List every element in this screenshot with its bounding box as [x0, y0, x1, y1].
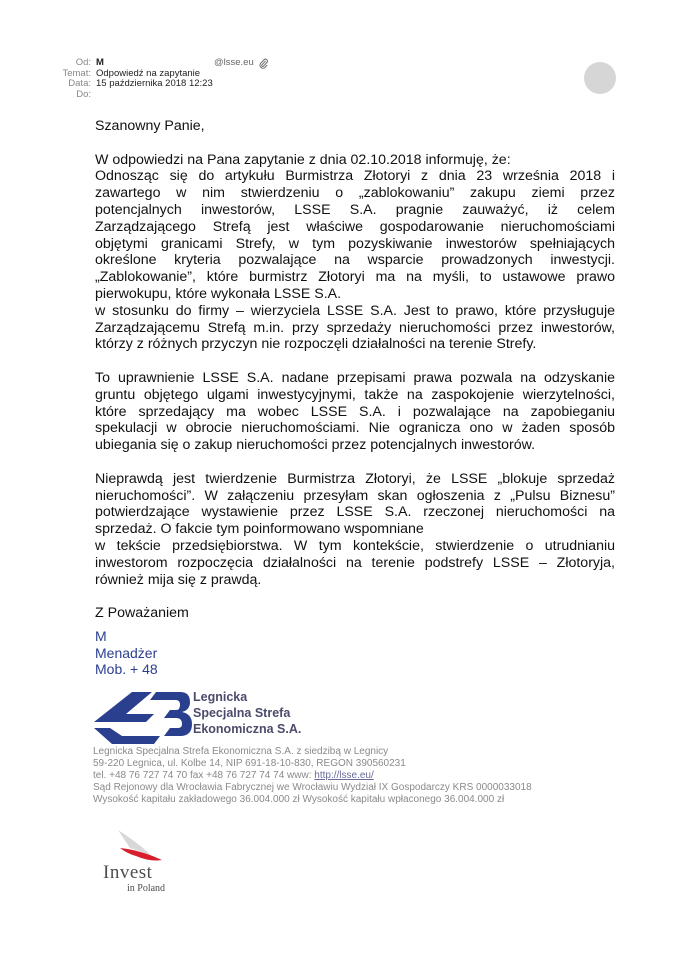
website-link[interactable]: http://lsse.eu/ [314, 770, 374, 782]
invest-sub: in Poland [127, 883, 166, 894]
date-row [0, 79, 678, 90]
text-line: którzy z różnych przyczyn nie rozpoczęli działalności na terenie Strefy. [95, 336, 537, 353]
text-line: Odnosząc się do artykułu Burmistrza Złotoryi z dnia 23 września 2018 i [95, 168, 615, 185]
footer-contact: tel. +48 76 727 74 70 fax +48 76 727 74 74 www: [93, 770, 315, 782]
text-line: w stosunku do firmy – wierzyciela LSSE S.A. Jest to prawo, które przysługuje [95, 302, 615, 319]
text-line: Zarządzającego Strefą jest właściwe gospodarowanie nieruchomościami [95, 218, 615, 235]
text-line: gruntu objętego ulgami inwestycyjnymi, także na zaspokojenie wierzytelności, [95, 386, 615, 403]
text-line: ubiegania się o zakup nieruchomości przez potencjalnych inwestorów. [95, 437, 536, 454]
text-line: nieruchomości”. W załączeniu przesyłam skan ogłoszenia z „Pulsu Biznesu” [95, 487, 615, 504]
text-line: potencjalnych inwestorów, LSSE S.A. pragnie zauważyć, iż celem [95, 201, 615, 218]
text-line: „Zablokowanie”, które burmistrz Złotoryi ma na myśli, to ustawowe prawo [95, 269, 615, 286]
to-label: Do: [76, 88, 91, 100]
footer-line: Legnicka Specjalna Strefa Ekonomiczna S.A. z siedzibą w Legnicy [93, 746, 389, 757]
paragraph-1 [95, 152, 615, 354]
date-label: Data: [68, 78, 91, 89]
text-line: pierwokupu, które wykonała LSSE S.A. [95, 285, 342, 302]
signature-name: M [95, 628, 107, 644]
text-line: Nieprawdą jest twierdzenie Burmistrza Złotoryi, że LSSE „blokuje sprzedaż [95, 470, 615, 487]
paragraph-2 [95, 370, 615, 454]
lsse-logo-text [193, 689, 301, 737]
text-line: W odpowiedzi na Pana zapytanie z dnia 02.10.2018 informuję, że: [95, 151, 511, 168]
logo-line: Specjalna Strefa [193, 706, 291, 720]
text-line: sprzedaż. O fakcie tym poinformowano wspomniane [95, 521, 424, 538]
company-footer [93, 746, 532, 806]
sender-name[interactable]: M [96, 57, 104, 68]
logo-line: Ekonomiczna S.A. [193, 722, 302, 736]
footer-line: Sąd Rejonowy dla Wrocławia Fabrycznej we Wrocławiu Wydział IX Gospodarczy KRS 0000033018 [93, 782, 532, 794]
subject-value: Odpowiedź na zapytanie [96, 67, 201, 79]
text-line: określone kryteria pozwalające na wsparcie prowadzonych inwestycji. [95, 252, 615, 269]
greeting: Szanowny Panie, [95, 118, 205, 134]
footer-line [93, 770, 532, 782]
from-row [0, 58, 678, 69]
invest-word: Invest [103, 862, 153, 883]
closing: Z Poważaniem [95, 605, 189, 622]
letter-body [95, 118, 615, 639]
signature-role: Menadżer [95, 644, 158, 661]
text-line: inwestorom rozpoczęcia działalności na terenie podstrefy LSSE – Złotoryja, [95, 554, 615, 571]
text-line: które sprzedający ma wobec LSSE S.A. i pozwalające na zapobieganiu [95, 403, 615, 420]
text-line: potwierdzające wystawienie przez LSSE S.A. rzeczonej nieruchomości na [95, 504, 615, 521]
signature-phone: Mob. + 48 [95, 661, 158, 678]
text-line: To uprawnienie LSSE S.A. nadane przepisami prawa pozwala na odzyskanie [95, 369, 615, 386]
text-line: Zarządzającemu Strefą m.in. przy sprzedaży nieruchomości przez inwestorów, [95, 319, 615, 336]
paragraph-3 [95, 471, 615, 589]
text-line: w tekście przedsiębiorstwa. W tym kontekście, stwierdzenie o utrudnianiu [95, 537, 615, 554]
email-header [0, 58, 678, 100]
date-value: 15 października 2018 12:23 [96, 78, 213, 89]
subject-label: Temat: [62, 67, 91, 79]
signature [95, 628, 158, 678]
paperclip-icon[interactable] [259, 58, 268, 69]
to-row [0, 90, 678, 101]
sender-avatar[interactable] [584, 62, 616, 94]
sender-email[interactable]: @lsse.eu [214, 57, 254, 68]
text-line: spekulacji w obrocie nieruchomościami. Nie ogranicza ono w żaden sposób [95, 420, 615, 437]
text-line: zawartego w nim stwierdzeniu o „zablokowaniu” zakupu ziemi przez [95, 185, 615, 202]
text-line: również mija się z prawdą. [95, 571, 262, 588]
footer-line: Wysokość kapitału zakładowego 36.004.000 zł Wysokość kapitału wpłaconego 36.004.000 zł [93, 794, 505, 806]
text-line: objętymi granicami Strefy, w tym pozyskiwanie inwestorów spełniających [95, 235, 615, 252]
logo-line: Legnicka [193, 690, 248, 704]
from-label: Od: [75, 57, 91, 68]
footer-line: 59-220 Legnica, ul. Kolbe 14, NIP 691-18-10-830, REGON 390560231 [93, 758, 406, 770]
